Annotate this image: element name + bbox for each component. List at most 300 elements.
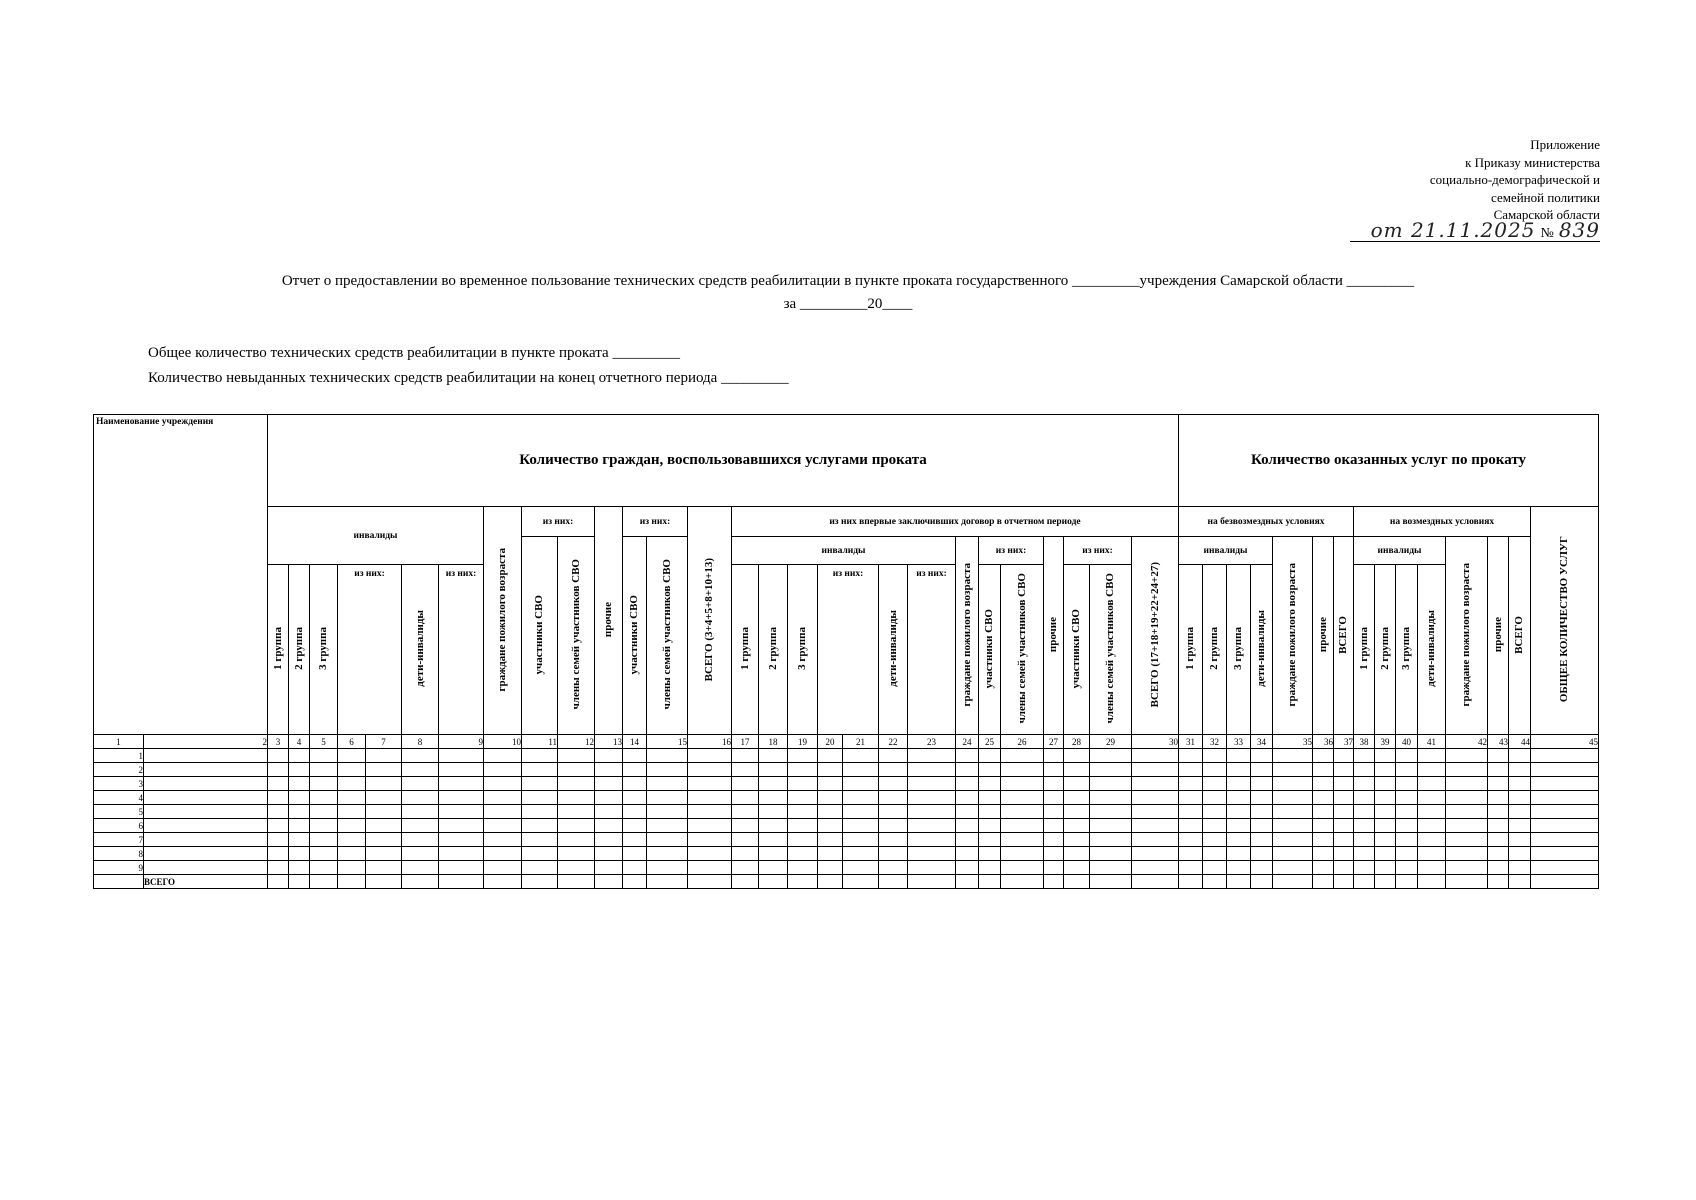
data-cell [979,833,1001,847]
data-cell [1227,749,1251,763]
data-cell [1488,875,1509,889]
data-cell [956,875,979,889]
data-cell [956,819,979,833]
column-number: 43 [1488,735,1509,749]
data-cell [1044,833,1064,847]
column-number: 45 [1531,735,1599,749]
data-cell [338,875,366,889]
data-cell [1446,819,1488,833]
data-cell [956,805,979,819]
data-cell [1090,875,1132,889]
col-group-2: 2 группа [1203,565,1227,735]
data-cell [338,749,366,763]
data-cell [558,833,595,847]
disabled-header: инвалиды [732,537,956,565]
data-cell [879,875,908,889]
col-other: прочие [1488,537,1509,735]
column-number: 18 [759,735,788,749]
data-cell [439,763,484,777]
data-cell [759,875,788,889]
col-children: дети-инвалиды [1251,565,1273,735]
data-cell [289,847,310,861]
data-cell [647,875,688,889]
data-cell [908,791,956,805]
data-cell [439,861,484,875]
data-cell [1044,749,1064,763]
data-cell [908,875,956,889]
data-cell [366,875,402,889]
column-number: 5 [310,735,338,749]
table-row [94,791,1599,805]
data-cell [647,847,688,861]
data-cell [1227,763,1251,777]
row-number: 4 [94,791,144,805]
table-row [94,777,1599,791]
data-cell [647,749,688,763]
data-cell [439,847,484,861]
data-cell [647,805,688,819]
data-cell [956,749,979,763]
data-cell [1227,833,1251,847]
data-cell [979,875,1001,889]
column-number: 23 [908,735,956,749]
data-cell [1179,875,1203,889]
data-cell [979,819,1001,833]
column-number: 21 [843,735,879,749]
col-group-2: 2 группа [1375,565,1396,735]
data-cell [1001,819,1044,833]
data-cell [879,791,908,805]
data-cell [1334,875,1354,889]
table-row [94,805,1599,819]
order-date-number [1300,216,1600,244]
appendix-line: семейной политики [1491,189,1600,205]
data-cell [759,791,788,805]
data-cell [595,777,623,791]
data-cell [879,763,908,777]
data-cell [484,861,522,875]
data-cell [732,805,759,819]
table-row [94,763,1599,777]
column-number: 31 [1179,735,1203,749]
data-cell [732,861,759,875]
data-cell [1488,847,1509,861]
disabled-header: инвалиды [1179,537,1273,565]
data-cell [310,833,338,847]
data-cell [289,833,310,847]
data-cell [1251,861,1273,875]
report-period: за _________20____ [783,296,913,312]
data-cell [843,805,879,819]
data-cell [1375,763,1396,777]
data-cell [1446,861,1488,875]
data-cell [558,763,595,777]
column-number: 30 [1132,735,1179,749]
data-cell [595,847,623,861]
data-cell [1375,749,1396,763]
data-cell [788,805,818,819]
data-cell [1044,847,1064,861]
data-cell [289,875,310,889]
col-family: члены семей участников СВО [1001,565,1044,735]
data-cell [759,847,788,861]
data-cell [759,777,788,791]
data-cell [623,833,647,847]
data-cell [1132,749,1179,763]
data-cell [522,763,558,777]
data-cell [1354,861,1375,875]
data-cell [1179,847,1203,861]
institution-cell [144,763,268,777]
data-cell [402,833,439,847]
table-row [94,847,1599,861]
data-cell [818,805,843,819]
col-elderly: граждане пожилого возраста [1446,537,1488,735]
col-group-1: 1 группа [732,565,759,735]
appendix-line: социально-демографической и [1429,172,1600,187]
column-number: 6 [338,735,366,749]
data-cell [1418,777,1446,791]
data-cell [1203,805,1227,819]
row-number: 3 [94,777,144,791]
col-group-3: 3 группа [1227,565,1251,735]
data-cell [595,805,623,819]
col-group-1: 1 группа [1354,565,1375,735]
data-cell [956,847,979,861]
data-cell [1334,861,1354,875]
col-total: ВСЕГО [1334,537,1354,735]
col-group-1: 1 группа [268,565,289,735]
table-row [94,749,1599,763]
data-cell [623,777,647,791]
data-cell [956,833,979,847]
signature-underline [1350,241,1600,242]
data-cell [788,763,818,777]
total-row-label: ВСЕГО [144,875,268,889]
data-cell [979,763,1001,777]
data-cell [843,819,879,833]
data-cell [1227,777,1251,791]
data-cell [1334,791,1354,805]
column-number: 28 [1064,735,1090,749]
data-cell [647,819,688,833]
data-cell [788,777,818,791]
data-cell [1090,847,1132,861]
data-cell [338,861,366,875]
data-cell [818,875,843,889]
col-children: дети-инвалиды [1418,565,1446,735]
data-cell [1273,791,1313,805]
data-cell [759,763,788,777]
data-cell [366,819,402,833]
data-cell [484,833,522,847]
column-number: 20 [818,735,843,749]
data-cell [1132,875,1179,889]
data-cell [623,805,647,819]
table-row [94,819,1599,833]
institution-cell [144,749,268,763]
data-cell [402,861,439,875]
data-cell [1396,791,1418,805]
column-number: 7 [366,735,402,749]
column-number: 40 [1396,735,1418,749]
data-cell [843,847,879,861]
data-cell [522,875,558,889]
col-group-3: 3 группа [1396,565,1418,735]
data-cell [788,861,818,875]
data-cell [1090,777,1132,791]
institution-cell [144,847,268,861]
data-cell [1418,791,1446,805]
data-cell [1179,833,1203,847]
column-number: 11 [522,735,558,749]
data-cell [1273,875,1313,889]
data-cell [1531,805,1599,819]
data-cell [1044,805,1064,819]
column-number: 38 [1354,735,1375,749]
data-cell [688,875,732,889]
data-cell [1251,749,1273,763]
number-label: № [1540,226,1554,241]
data-cell [484,791,522,805]
data-cell [595,861,623,875]
data-cell [1044,777,1064,791]
data-cell [1203,819,1227,833]
data-cell [595,763,623,777]
data-cell [484,819,522,833]
of-them-header: из них: [979,537,1044,565]
data-cell [1354,805,1375,819]
column-number: 8 [402,735,439,749]
data-cell [484,805,522,819]
data-cell [522,861,558,875]
data-cell [908,763,956,777]
data-cell [818,833,843,847]
col-other: прочие [1044,537,1064,735]
data-cell [688,861,732,875]
column-number: 10 [484,735,522,749]
data-cell [759,861,788,875]
data-cell [788,749,818,763]
data-cell [1179,861,1203,875]
data-cell [268,749,289,763]
data-cell [1273,805,1313,819]
data-cell [595,819,623,833]
data-cell [522,749,558,763]
data-cell [1418,805,1446,819]
data-cell [732,749,759,763]
appendix-block [1240,136,1600,224]
data-cell [688,847,732,861]
data-cell [688,819,732,833]
data-cell [310,805,338,819]
data-cell [623,819,647,833]
data-cell [732,847,759,861]
data-cell [979,847,1001,861]
data-cell [1509,749,1531,763]
data-cell [1090,833,1132,847]
data-cell [439,833,484,847]
data-cell [732,763,759,777]
citizens-header: Количество граждан, воспользовавшихся услугами проката [268,415,1179,507]
data-cell [908,819,956,833]
data-cell [732,833,759,847]
data-cell [1227,791,1251,805]
row-number [94,875,144,889]
data-cell [1418,847,1446,861]
data-cell [402,791,439,805]
data-cell [1179,791,1203,805]
data-cell [1396,805,1418,819]
col-other: прочие [1313,537,1334,735]
data-cell [879,749,908,763]
column-number: 36 [1313,735,1334,749]
data-cell [1509,763,1531,777]
data-cell [310,875,338,889]
data-cell [623,749,647,763]
data-cell [439,819,484,833]
data-cell [1509,805,1531,819]
column-number: 24 [956,735,979,749]
data-cell [1001,875,1044,889]
data-cell [1509,819,1531,833]
institution-cell [144,833,268,847]
data-cell [1227,819,1251,833]
data-cell [879,777,908,791]
data-cell [1251,833,1273,847]
data-cell [908,833,956,847]
report-table [93,414,1599,889]
data-cell [1203,763,1227,777]
data-cell [1179,805,1203,819]
column-number: 19 [788,735,818,749]
data-cell [956,861,979,875]
data-cell [818,791,843,805]
data-cell [908,847,956,861]
data-cell [647,763,688,777]
data-cell [1064,805,1090,819]
data-cell [688,749,732,763]
data-cell [979,791,1001,805]
data-cell [268,763,289,777]
data-cell [1396,861,1418,875]
column-number: 37 [1334,735,1354,749]
data-cell [310,791,338,805]
data-cell [522,791,558,805]
data-cell [1375,791,1396,805]
data-cell [647,791,688,805]
data-cell [688,777,732,791]
data-cell [1179,819,1203,833]
data-cell [1251,777,1273,791]
data-cell [956,791,979,805]
column-number: 33 [1227,735,1251,749]
column-number: 41 [1418,735,1446,749]
data-cell [879,833,908,847]
column-number: 25 [979,735,1001,749]
col-svo: участники СВО [1064,565,1090,735]
row-number: 1 [94,749,144,763]
data-cell [818,847,843,861]
data-cell [879,847,908,861]
data-cell [1375,805,1396,819]
data-cell [1488,791,1509,805]
data-cell [1488,861,1509,875]
data-cell [1334,833,1354,847]
data-cell [732,819,759,833]
data-cell [788,819,818,833]
of-them-sub: из них: [818,565,879,735]
column-number: 27 [1044,735,1064,749]
col-family: члены семей участников СВО [1090,565,1132,735]
data-cell [623,861,647,875]
data-cell [1001,805,1044,819]
column-number: 35 [1273,735,1313,749]
column-number: 32 [1203,735,1227,749]
col-group-2: 2 группа [289,565,310,735]
column-number: 16 [688,735,732,749]
data-cell [310,819,338,833]
data-cell [1313,791,1334,805]
col-svo: участники СВО [522,537,558,735]
data-cell [1488,819,1509,833]
data-cell [759,749,788,763]
data-cell [1203,861,1227,875]
of-them-sub: из них: [439,565,484,735]
data-cell [1354,847,1375,861]
col-group-2: 2 группа [759,565,788,735]
data-cell [522,833,558,847]
data-cell [338,819,366,833]
data-cell [1488,749,1509,763]
data-cell [310,777,338,791]
column-number: 1 [94,735,144,749]
data-cell [439,805,484,819]
data-cell [1090,763,1132,777]
data-cell [1334,805,1354,819]
data-cell [1531,819,1599,833]
data-cell [268,833,289,847]
data-cell [1179,777,1203,791]
data-cell [1090,749,1132,763]
data-cell [558,791,595,805]
data-cell [647,861,688,875]
data-cell [402,777,439,791]
data-cell [1132,791,1179,805]
data-cell [1313,763,1334,777]
data-cell [1531,861,1599,875]
data-cell [484,763,522,777]
data-cell [1509,861,1531,875]
column-number: 17 [732,735,759,749]
data-rows [94,749,1599,889]
data-cell [268,875,289,889]
data-cell [1203,847,1227,861]
data-cell [1064,777,1090,791]
data-cell [1090,791,1132,805]
data-cell [688,805,732,819]
data-cell [647,833,688,847]
of-them-sub: из них: [338,565,402,735]
col-svo: участники СВО [979,565,1001,735]
data-cell [732,777,759,791]
data-cell [1001,763,1044,777]
column-number: 2 [144,735,268,749]
table-row [94,833,1599,847]
col-family: члены семей участников СВО [647,537,688,735]
data-cell [338,777,366,791]
data-cell [1064,847,1090,861]
